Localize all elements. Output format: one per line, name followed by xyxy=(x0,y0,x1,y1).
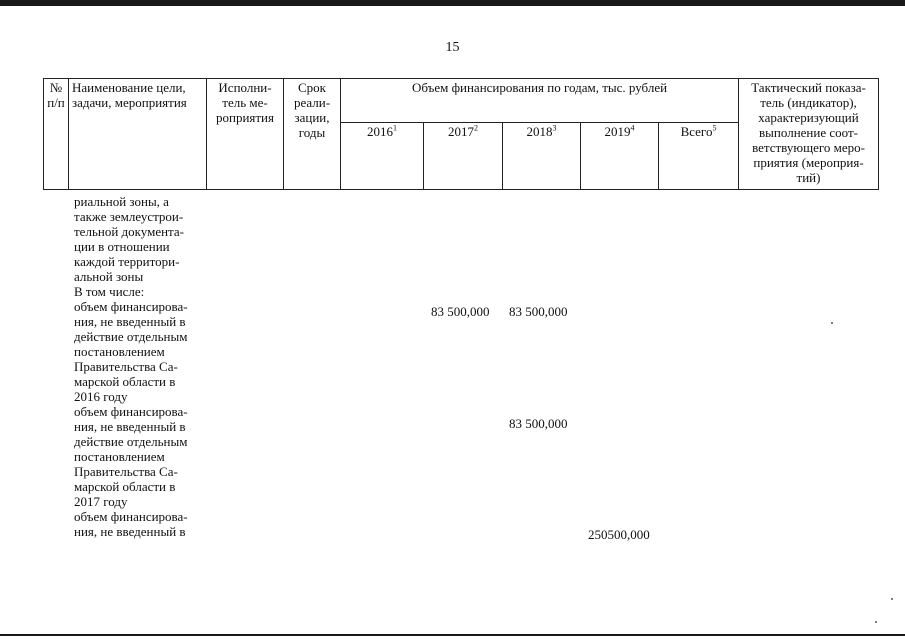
header-num: № п/п xyxy=(44,79,69,190)
value-row1-2018: 83 500,000 xyxy=(509,304,568,319)
text-line: ции в отношении xyxy=(74,239,170,254)
text-line: марской области в xyxy=(74,374,176,389)
activity-description xyxy=(74,194,201,539)
text-line: тельной документа- xyxy=(74,224,184,239)
header-financing: Объем финансирования по годам, тыс. рублей xyxy=(341,79,739,123)
text-line: марской области в xyxy=(74,479,176,494)
header-year-2017: 2017$^2$ xyxy=(424,123,503,190)
text-line: также землеустрои- xyxy=(74,209,184,224)
top-border xyxy=(0,0,905,6)
text-line: каждой территори- xyxy=(74,254,180,269)
header-total: Всего$^5$ xyxy=(659,123,739,190)
text-line: постановлением xyxy=(74,344,165,359)
page-number: 15 xyxy=(445,40,460,55)
text-line: объем финансирова- xyxy=(74,509,188,524)
text-line: объем финансирова- xyxy=(74,404,188,419)
text-line: действие отдельным xyxy=(74,434,188,449)
text-line: В том числе: xyxy=(74,284,145,299)
text-line: действие отдельным xyxy=(74,329,188,344)
scan-speck xyxy=(891,598,893,600)
scan-speck xyxy=(831,322,833,324)
text-line: ния, не введенный в xyxy=(74,419,186,434)
text-line: Правительства Са- xyxy=(74,464,178,479)
text-line: 2017 году xyxy=(74,494,128,509)
text-line: объем финансирова- xyxy=(74,299,188,314)
text-line: Правительства Са- xyxy=(74,359,178,374)
text-line: постановлением xyxy=(74,449,165,464)
header-term: Срок реали-зации, годы xyxy=(284,79,341,190)
header-year-2016: 2016$^1$ xyxy=(341,123,424,190)
header-name: Наименование цели, задачи, мероприятия xyxy=(69,79,207,190)
value-row1-2017: 83 500,000 xyxy=(431,304,490,319)
text-line: 2016 году xyxy=(74,389,128,404)
text-line: риальной зоны, а xyxy=(74,194,169,209)
financing-table-header xyxy=(43,78,879,190)
scan-speck xyxy=(875,621,877,623)
text-line: ния, не введенный в xyxy=(74,524,186,539)
bottom-border xyxy=(0,634,905,636)
header-indicator: Тактический показа-тель (индикатор), характеризующий выполнение соот-ветствующего меро-приятия (мероприя-тий) xyxy=(739,79,879,190)
header-executor: Исполни-тель ме-роприятия xyxy=(207,79,284,190)
header-year-2019: 2019$^4$ xyxy=(581,123,659,190)
value-row2-2018: 83 500,000 xyxy=(509,416,568,431)
header-year-2018: 2018$^3$ xyxy=(503,123,581,190)
text-line: альной зоны xyxy=(74,269,144,284)
value-row3-2019: 250500,000 xyxy=(588,527,650,542)
text-line: ния, не введенный в xyxy=(74,314,186,329)
